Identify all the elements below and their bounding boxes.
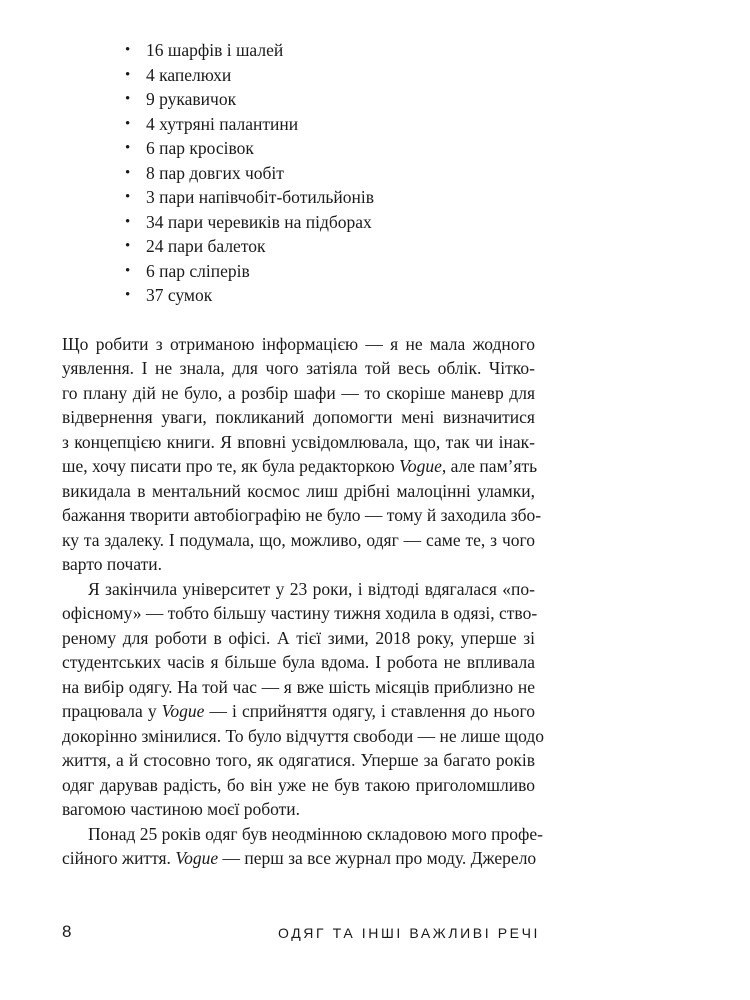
- text-line: життя, а й стосовно того, як одягатися. Уперше за багато років: [62, 750, 535, 770]
- magazine-title: Vogue: [399, 456, 442, 476]
- bullet-icon: •: [125, 189, 131, 205]
- bullet-icon: •: [125, 238, 131, 254]
- list-item: • 6 пар сліперів: [146, 259, 535, 284]
- bullet-icon: •: [125, 213, 131, 230]
- text-line: студентських часів я більше була вдома. І робота не впливала: [62, 652, 535, 672]
- item-list: [62, 38, 535, 308]
- bullet-icon: •: [125, 287, 131, 303]
- text-line: Я закінчила університет у 23 роки, і відтоді вдягалася «по-: [88, 578, 535, 599]
- text-line: сійного життя. Vogue — перш за все журнал про моду. Джерело: [62, 848, 537, 868]
- list-item: • 4 капелюхи: [146, 63, 535, 88]
- list-item: • 37 сумок: [146, 283, 535, 308]
- bullet-icon: •: [125, 66, 131, 83]
- text-line: викидала в ментальний космос лиш дрібні малоцінні уламки,: [62, 480, 535, 501]
- text-line: ку та здалеку. І подумала, що, можливо, одяг — саме те, з чого: [62, 529, 535, 550]
- magazine-title: Vogue: [161, 701, 205, 721]
- running-title: ОДЯГ ТА ІНШІ ВАЖЛИВІ РЕЧІ: [278, 925, 540, 941]
- list-item: • 6 пар кросівок: [146, 136, 535, 161]
- bullet-icon: •: [125, 42, 131, 58]
- text-line: реному для роботи в офісі. А тієї зими, 2018 року, уперше зі: [62, 627, 535, 648]
- text-line: Понад 25 років одяг був неодмінною складовою мого профе-: [88, 823, 543, 844]
- text-line: з концепцією книги. Я вповні усвідомлювала, що, так чи інак-: [62, 431, 535, 452]
- page-body: [62, 38, 545, 871]
- magazine-title: Vogue: [175, 848, 219, 868]
- list-item: • 9 рукавичок: [146, 87, 535, 112]
- text-line: го плану дій не було, а розбір шафи — то скоріше маневр для: [62, 382, 535, 403]
- list-item: • 4 хутряні палантини: [146, 112, 535, 137]
- text-line: на вибір одягу. На той час — я вже шість місяців приблизно не: [62, 676, 535, 697]
- list-item: • 24 пари балеток: [146, 234, 535, 259]
- bullet-icon: •: [125, 164, 131, 181]
- text-line: ше, хочу писати про те, як була редакторкою Vogue, але пам’ять: [62, 456, 538, 476]
- page-footer: [62, 921, 540, 945]
- paragraph-2: [62, 577, 545, 822]
- page-number: 8: [62, 922, 72, 941]
- list-item: • 34 пари черевиків на підборах: [146, 210, 535, 235]
- paragraph-3: [62, 822, 543, 871]
- text-line: одяг дарував радість, бо він уже не був такою приголомшливо: [62, 774, 535, 795]
- bullet-icon: •: [125, 262, 131, 279]
- text-line: бажання творити автобіографію не було — тому й заходила збо-: [62, 505, 542, 525]
- bullet-icon: •: [125, 115, 131, 132]
- text-line: вагомою частиною моєї роботи.: [62, 799, 301, 819]
- text-line: докорінно змінилися. То було відчуття свободи — не лише щодо: [62, 725, 545, 746]
- list-item: • 3 пари напівчобіт-ботильйонів: [146, 185, 535, 210]
- text-line: відвернення уваги, покликаний допомогти мені визначитися: [62, 407, 535, 427]
- text-line: варто почати.: [62, 554, 163, 574]
- paragraph-1: [62, 332, 542, 577]
- text-line: уявлення. І не знала, для чого затіяла той весь облік. Чітко-: [62, 358, 535, 378]
- list-item: • 8 пар довгих чобіт: [146, 161, 535, 186]
- text-line: Що робити з отриманою інформацією — я не мала жодного: [62, 333, 535, 354]
- text-line: працювала у Vogue — і сприйняття одягу, і ставлення до нього: [62, 701, 535, 721]
- bullet-icon: •: [125, 91, 131, 107]
- text-line: офісному» — тобто більшу частину тижня ходила в одязі, ство-: [62, 603, 538, 623]
- list-item: • 16 шарфів і шалей: [146, 38, 535, 63]
- bullet-icon: •: [125, 140, 131, 156]
